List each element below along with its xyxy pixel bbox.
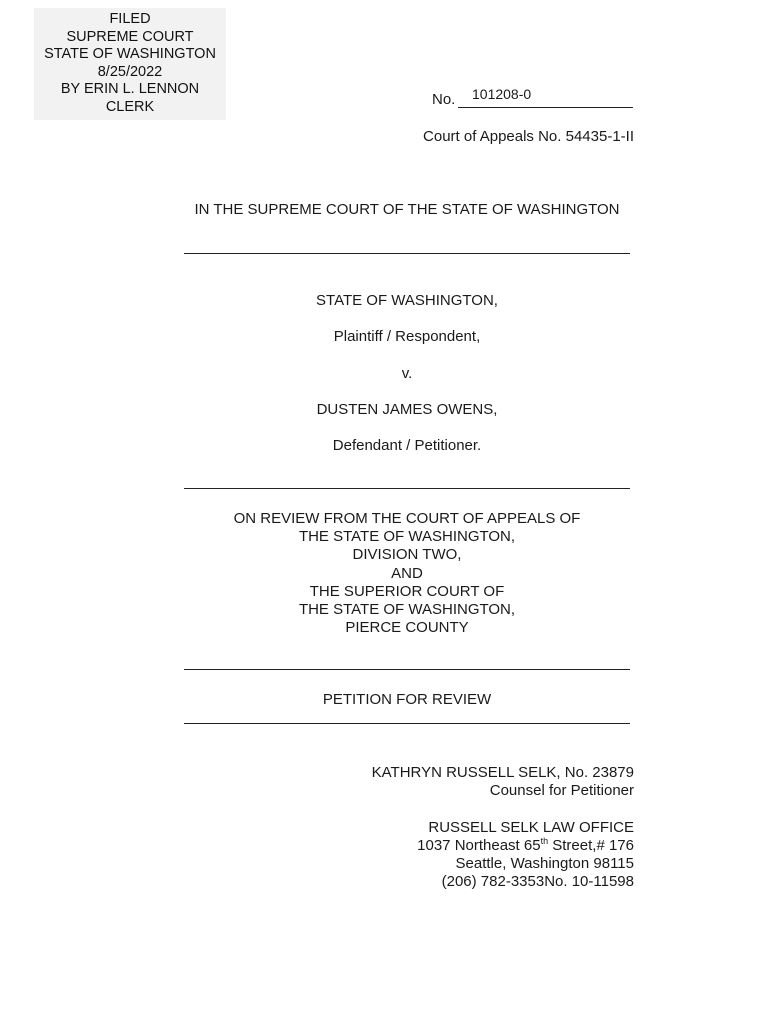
stamp-line: CLERK (105, 98, 155, 115)
review-line: THE SUPERIOR COURT OF (309, 582, 505, 600)
docket-underline (458, 107, 633, 108)
docket-number-value: 101208-0 (472, 86, 532, 102)
phone-number: (206) 782-3353No. 10-11598 (441, 873, 634, 890)
divider (184, 669, 630, 670)
court-of-appeals-number: Court of Appeals No. 54435-1-II (423, 128, 634, 145)
counsel-name: KATHRYN RUSSELL SELK, No. 23879 (371, 764, 634, 781)
plaintiff-role: Plaintiff / Respondent, (333, 328, 481, 345)
counsel-block (372, 764, 634, 800)
divider (184, 253, 630, 254)
stamp-line: STATE OF WASHINGTON (44, 46, 216, 63)
docket-number (432, 86, 634, 110)
versus: v. (401, 365, 413, 382)
stamp-line: SUPREME COURT (66, 28, 194, 45)
court-filing-stamp (34, 8, 226, 120)
stamp-line: 8/25/2022 (97, 63, 163, 80)
court-heading: IN THE SUPREME COURT OF THE STATE OF WASHINGTON (194, 201, 620, 218)
review-line: ON REVIEW FROM THE COURT OF APPEALS OF (233, 510, 581, 527)
review-line: THE STATE OF WASHINGTON, (298, 601, 516, 619)
review-line: THE STATE OF WASHINGTON, (298, 528, 516, 546)
law-office-block (417, 819, 634, 891)
law-office-name: RUSSELL SELK LAW OFFICE (428, 819, 634, 836)
stamp-line: FILED (109, 11, 151, 27)
review-line: AND (391, 564, 423, 582)
document-title: PETITION FOR REVIEW (322, 691, 492, 708)
plaintiff-name: STATE OF WASHINGTON, (316, 292, 498, 309)
review-line: DIVISION TWO, (352, 546, 462, 564)
ordinal-suffix: th (540, 836, 549, 846)
docket-label: No. (432, 91, 456, 108)
street-address (417, 837, 634, 855)
defendant-name: DUSTEN JAMES OWENS, (316, 401, 498, 418)
counsel-role: Counsel for Petitioner (489, 782, 634, 799)
street-address-number: 1037 Northeast 65 (417, 837, 541, 854)
street-address-rest: Street,# 176 (548, 837, 634, 854)
city-state-zip: Seattle, Washington 98115 (455, 855, 634, 872)
stamp-line: BY ERIN L. LENNON (60, 81, 200, 98)
divider (184, 723, 630, 724)
divider (184, 488, 630, 489)
review-line: PIERCE COUNTY (345, 619, 469, 637)
defendant-role: Defendant / Petitioner. (332, 437, 482, 454)
review-statement (184, 510, 630, 637)
